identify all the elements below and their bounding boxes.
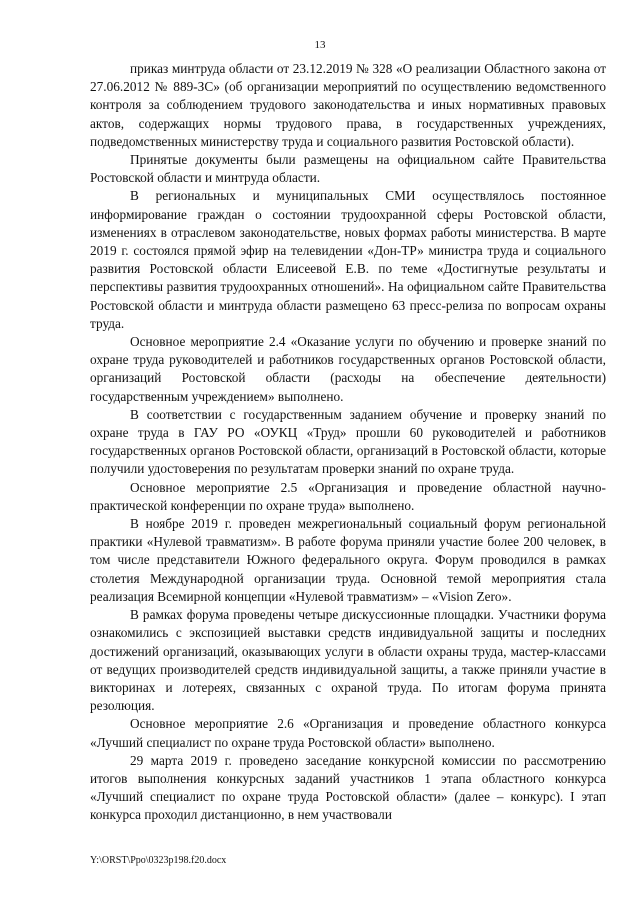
paragraph-forum-sessions: В рамках форума проведены четыре дискуссионные площадки. Участники форума ознакомились с экспозицией выставки средств индивидуальной защиты и последних достижений организаций, оказывающих услуги в области охраны труда, мастер-классами от ведущих производителей средств индивидуальной защиты, а также приняли участие в викторинах и лотереях, связанных с охраной труда. По итогам форума принята резолюция. bbox=[90, 607, 606, 714]
paragraph-media-information: В региональных и муниципальных СМИ осуществлялось постоянное информирование граждан о состоянии трудоохранной сферы Ростовской области, изменениях в отраслевом законодательстве, новых формах работы министерства. В марте 2019 г. состоялся прямой эфир на телевидении «Дон-ТР» министра труда и социального развития Ростовской области Елисеевой Е.В. по теме «Достигнутые результаты и перспективы развития трудоохранных отношений». На официальном сайте Правительства Ростовской области и минтруда области размещено 63 пресс-релиза по вопросам охраны труда. bbox=[90, 188, 606, 331]
document-body bbox=[90, 60, 606, 825]
page-number: 13 bbox=[314, 39, 326, 51]
paragraph-activity-2-6: Основное мероприятие 2.6 «Организация и проведение областного конкурса «Лучший специалист по охране труда Ростовской области» выполнено. bbox=[90, 716, 606, 750]
paragraph-activity-2-5: Основное мероприятие 2.5 «Организация и проведение областной научно-практической конференции по охране труда» выполнено. bbox=[90, 479, 606, 513]
paragraph-training-results: В соответствии с государственным заданием обучение и проверку знаний по охране труда в ГАУ РО «ОУКЦ «Труд» прошли 60 руководителей и работников государственных органов Ростовской области, организаций в Ростовской области, которые получили удостоверения по результатам проверки знаний по охране труда. bbox=[90, 406, 606, 477]
paragraph-order-328: приказ минтруда области от 23.12.2019 № 328 «О реализации Областного закона от 27.06.2012 № 889-ЗС» (об организации мероприятий по осуществлению ведомственного контроля за соблюдением трудового законодательства и иных нормативных правовых актов, содержащих нормы трудового права, в государственных учреждениях, подведомственных министерству труда и социального развития Ростовской области). bbox=[90, 61, 606, 149]
paragraph-documents-published: Принятые документы были размещены на официальном сайте Правительства Ростовской области и минтруда области. bbox=[90, 152, 606, 186]
paragraph-activity-2-4: Основное мероприятие 2.4 «Оказание услуги по обучению и проверке знаний по охране труда руководителей и работников государственных органов Ростовской области, организаций Ростовской области (расходы на обеспечение деятельности) государственным учреждением» выполнено. bbox=[90, 334, 606, 404]
file-path-footer: Y:\ORST\Ppo\0323p198.f20.docx bbox=[90, 855, 227, 866]
paragraph-forum-november: В ноябре 2019 г. проведен межрегиональный социальный форум региональной практики «Нулевой травматизм». В работе форума приняли участие более 200 человек, в том числе представители Южного федерального округа. Форум проводился в рамках столетия Международной организации труда. Основной темой мероприятия стала реализация Всемирной концепции «Нулевой травматизм» – «Vision Zero». bbox=[90, 516, 606, 604]
paragraph-commission-meeting: 29 марта 2019 г. проведено заседание конкурсной комиссии по рассмотрению итогов выполнения конкурсных заданий участников 1 этапа областного конкурса «Лучший специалист по охране труда Ростовской области» (далее – конкурс). I этап конкурса проходил дистанционно, в нем участвовали bbox=[90, 752, 606, 823]
